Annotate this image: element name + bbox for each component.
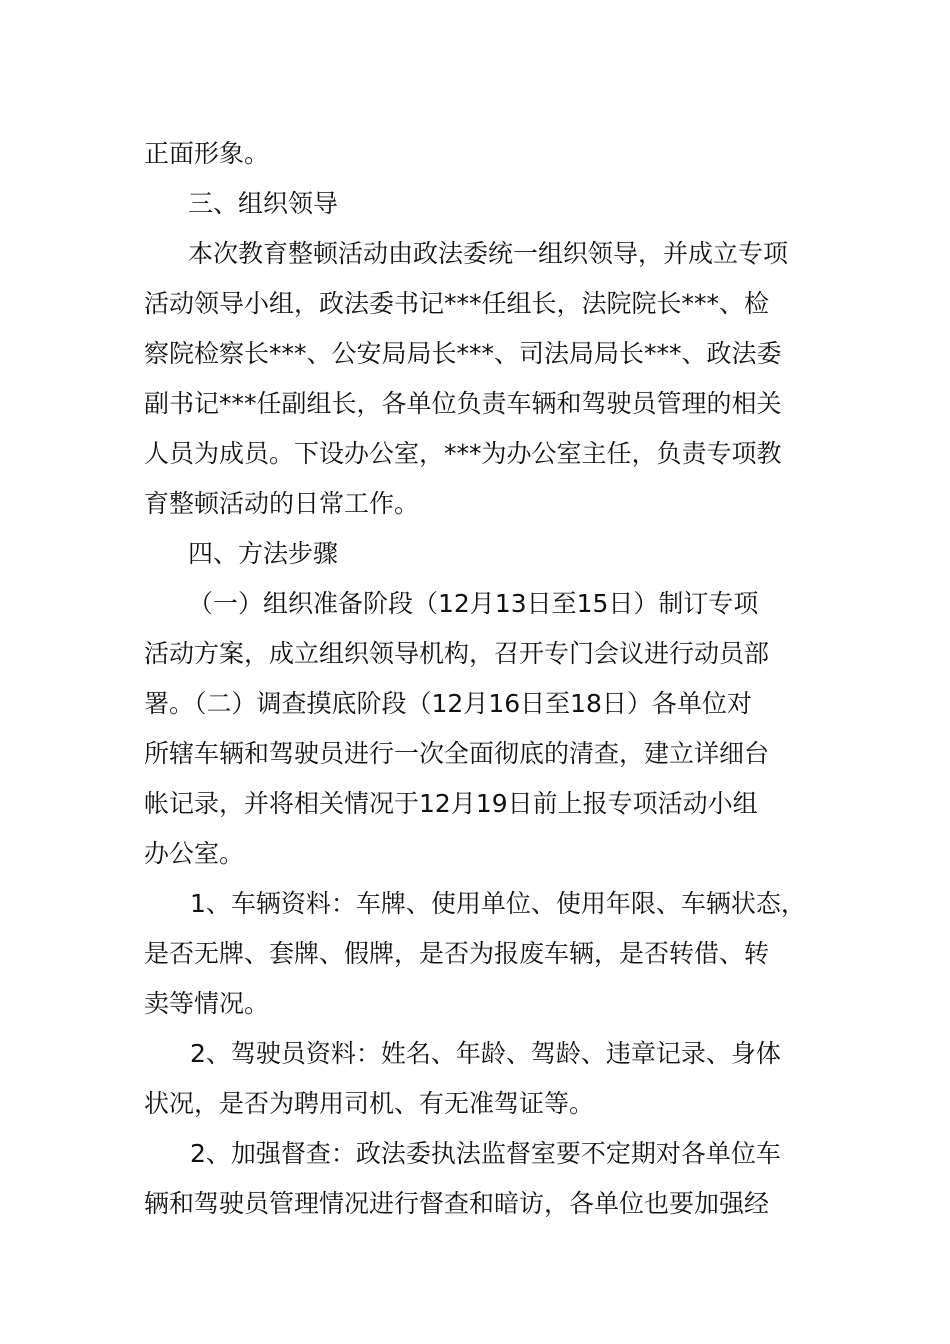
document-body: [144, 129, 814, 1229]
text-line: 察院检察长***、公安局局长***、司法局局长***、政法委: [144, 339, 782, 368]
text-line: 育整顿活动的日常工作。: [144, 489, 420, 518]
text-line: 帐记录，并将相关情况于12月19日前上报专项活动小组: [144, 789, 758, 818]
text-line: 所辖车辆和驾驶员进行一次全面彻底的清查，建立详细台: [144, 739, 770, 768]
section-heading-methods: 四、方法步骤: [188, 539, 339, 568]
text-line: 1、车辆资料：车牌、使用单位、使用年限、车辆状态，: [190, 889, 806, 918]
text-line: 办公室。: [144, 839, 245, 868]
text-line: 活动领导小组，政法委书记***任组长，法院院长***、检: [144, 289, 770, 318]
text-line: 人员为成员。下设办公室，***为办公室主任，负责专项教: [144, 439, 782, 468]
text-line: 本次教育整顿活动由政法委统一组织领导，并成立专项: [188, 239, 789, 268]
text-line: 辆和驾驶员管理情况进行督查和暗访，各单位也要加强经: [144, 1189, 770, 1218]
text-line: 正面形象。: [144, 139, 270, 168]
text-line: 是否无牌、套牌、假牌，是否为报废车辆，是否转借、转: [144, 939, 770, 968]
text-line: 状况，是否为聘用司机、有无准驾证等。: [144, 1089, 595, 1118]
text-line: 2、加强督查：政法委执法监督室要不定期对各单位车: [190, 1139, 781, 1168]
section-heading-organization: 三、组织领导: [188, 189, 339, 218]
text-line: 副书记***任副组长，各单位负责车辆和驾驶员管理的相关: [144, 389, 782, 418]
text-line: 活动方案，成立组织领导机构，召开专门会议进行动员部: [144, 639, 770, 668]
text-line: 2、驾驶员资料：姓名、年龄、驾龄、违章记录、身体: [190, 1039, 781, 1068]
text-line: （一）组织准备阶段（12月13日至15日）制订专项: [188, 589, 759, 618]
text-line: 卖等情况。: [144, 989, 270, 1018]
text-line: 署。（二）调查摸底阶段（12月16日至18日）各单位对: [144, 689, 752, 718]
